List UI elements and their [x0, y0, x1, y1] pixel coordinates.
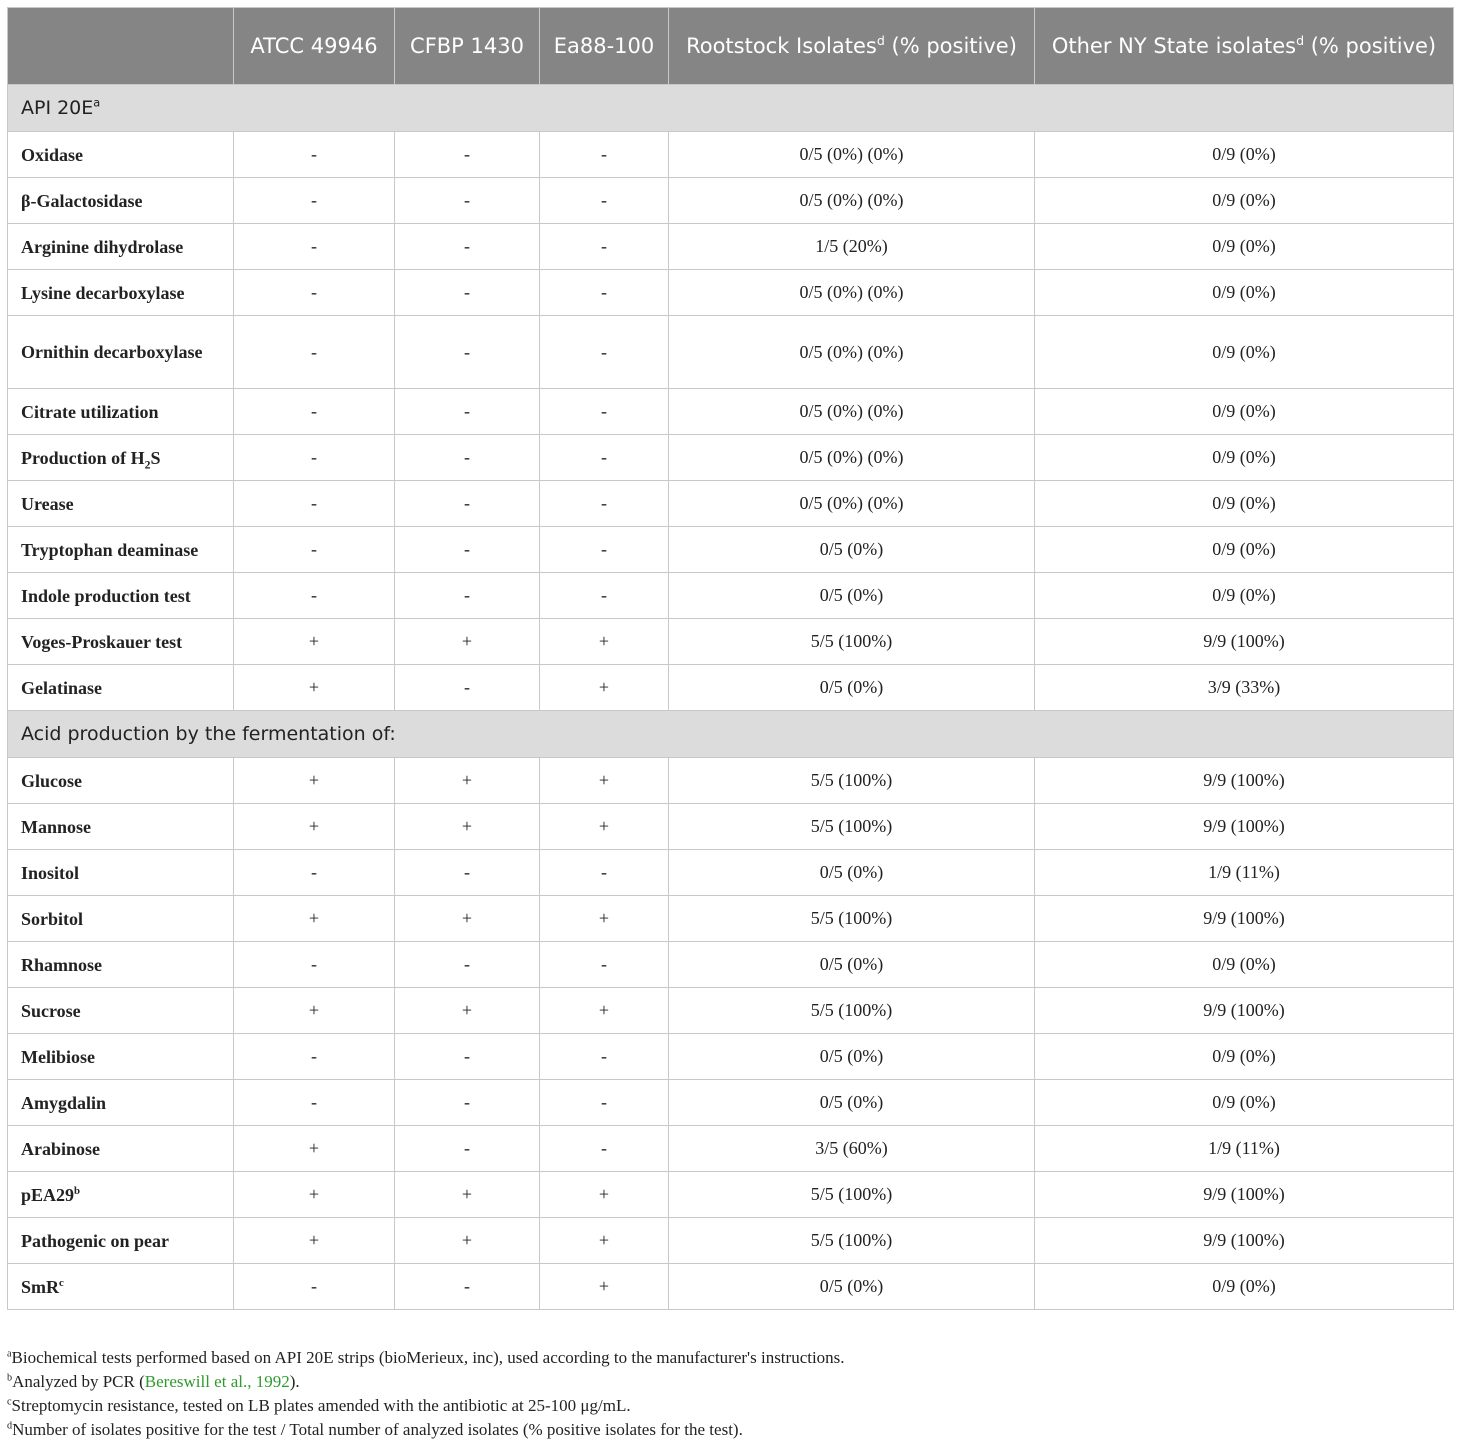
table-row [8, 988, 1454, 1034]
cell-rootstock: 0/5 (0%) (0%) [669, 481, 1035, 527]
cell-ea88: + [540, 1218, 669, 1264]
cell-cfbp: + [395, 804, 540, 850]
cell-ea88: - [540, 1080, 669, 1126]
cell-rootstock: 5/5 (100%) [669, 804, 1035, 850]
footnote-b: $^b$Analyzed by PCR (Bereswill et al., 1992). [7, 1372, 300, 1391]
cell-other-ny: 0/9 (0%) [1035, 1034, 1454, 1080]
table-row [8, 1218, 1454, 1264]
cell-cfbp: - [395, 1034, 540, 1080]
cell-cfbp: - [395, 389, 540, 435]
section-row-api-20e [8, 85, 1454, 132]
cell-rootstock: 5/5 (100%) [669, 1218, 1035, 1264]
cell-ea88: + [540, 758, 669, 804]
cell-rootstock: 5/5 (100%) [669, 758, 1035, 804]
cell-other-ny: 9/9 (100%) [1035, 619, 1454, 665]
cell-other-ny: 9/9 (100%) [1035, 896, 1454, 942]
table-row [8, 665, 1454, 711]
cell-cfbp: + [395, 896, 540, 942]
cell-rootstock: 0/5 (0%) (0%) [669, 316, 1035, 389]
section-row-acid-production [8, 711, 1454, 758]
cell-ea88: - [540, 1126, 669, 1172]
row-label-inositol: Inositol [8, 850, 234, 896]
cell-other-ny: 0/9 (0%) [1035, 1264, 1454, 1310]
cell-cfbp: - [395, 850, 540, 896]
cell-other-ny: 0/9 (0%) [1035, 481, 1454, 527]
table-row [8, 850, 1454, 896]
footnote-a: $^a$Biochemical tests performed based on API 20E strips (bioMerieux, inc), used according to the manufacturer's instructions. [7, 1348, 845, 1367]
cell-ea88: + [540, 1172, 669, 1218]
header-other-ny-isolates: Other NY State isolates$^d$ (% positive) [1035, 8, 1454, 85]
cell-ea88: - [540, 178, 669, 224]
cell-ea88: - [540, 270, 669, 316]
cell-atcc: - [234, 850, 395, 896]
cell-atcc: + [234, 665, 395, 711]
cell-atcc: - [234, 316, 395, 389]
cell-ea88: - [540, 132, 669, 178]
cell-other-ny: 0/9 (0%) [1035, 942, 1454, 988]
table-row [8, 389, 1454, 435]
cell-ea88: + [540, 619, 669, 665]
cell-atcc: - [234, 270, 395, 316]
table-row [8, 573, 1454, 619]
row-label-rhamnose: Rhamnose [8, 942, 234, 988]
cell-rootstock: 0/5 (0%) [669, 850, 1035, 896]
cell-cfbp: - [395, 481, 540, 527]
table-row [8, 1034, 1454, 1080]
cell-rootstock: 0/5 (0%) [669, 527, 1035, 573]
table-row [8, 270, 1454, 316]
row-label-arginine-dihydrolase: Arginine dihydrolase [8, 224, 234, 270]
table-header-row [8, 8, 1454, 85]
cell-ea88: + [540, 1264, 669, 1310]
cell-other-ny: 0/9 (0%) [1035, 527, 1454, 573]
cell-cfbp: - [395, 1126, 540, 1172]
cell-rootstock: 0/5 (0%) [669, 573, 1035, 619]
cell-cfbp: - [395, 527, 540, 573]
cell-cfbp: - [395, 573, 540, 619]
cell-rootstock: 0/5 (0%) (0%) [669, 178, 1035, 224]
cell-rootstock: 0/5 (0%) [669, 665, 1035, 711]
cell-rootstock: 1/5 (20%) [669, 224, 1035, 270]
row-label-smr: SmR$^c$ [8, 1264, 234, 1310]
cell-cfbp: - [395, 178, 540, 224]
cell-other-ny: 1/9 (11%) [1035, 1126, 1454, 1172]
cell-atcc: + [234, 804, 395, 850]
cell-ea88: - [540, 573, 669, 619]
table-row [8, 1080, 1454, 1126]
cell-ea88: + [540, 896, 669, 942]
cell-ea88: - [540, 224, 669, 270]
cell-rootstock: 0/5 (0%) (0%) [669, 435, 1035, 481]
cell-ea88: + [540, 804, 669, 850]
table-row [8, 1126, 1454, 1172]
cell-ea88: - [540, 1034, 669, 1080]
cell-atcc: + [234, 619, 395, 665]
table-row [8, 178, 1454, 224]
table-row [8, 1264, 1454, 1310]
header-empty-cell [8, 8, 234, 85]
cell-atcc: + [234, 1218, 395, 1264]
cell-atcc: - [234, 481, 395, 527]
cell-rootstock: 0/5 (0%) (0%) [669, 270, 1035, 316]
row-label-beta-galactosidase: β-Galactosidase [8, 178, 234, 224]
cell-ea88: - [540, 316, 669, 389]
row-label-pathogenic-on-pear: Pathogenic on pear [8, 1218, 234, 1264]
cell-other-ny: 1/9 (11%) [1035, 850, 1454, 896]
cell-rootstock: 0/5 (0%) [669, 1080, 1035, 1126]
cell-other-ny: 0/9 (0%) [1035, 224, 1454, 270]
cell-ea88: + [540, 988, 669, 1034]
cell-cfbp: - [395, 435, 540, 481]
table-row [8, 896, 1454, 942]
cell-rootstock: 0/5 (0%) [669, 942, 1035, 988]
cell-other-ny: 0/9 (0%) [1035, 270, 1454, 316]
row-label-pea29: pEA29$^b$ [8, 1172, 234, 1218]
cell-atcc: + [234, 758, 395, 804]
cell-atcc: - [234, 942, 395, 988]
cell-rootstock: 0/5 (0%) (0%) [669, 389, 1035, 435]
row-label-citrate-utilization: Citrate utilization [8, 389, 234, 435]
cell-other-ny: 9/9 (100%) [1035, 988, 1454, 1034]
cell-other-ny: 3/9 (33%) [1035, 665, 1454, 711]
table-row [8, 942, 1454, 988]
cell-cfbp: + [395, 1172, 540, 1218]
cell-other-ny: 0/9 (0%) [1035, 316, 1454, 389]
row-label-lysine-decarboxylase: Lysine decarboxylase [8, 270, 234, 316]
cell-ea88: - [540, 527, 669, 573]
cell-atcc: - [234, 389, 395, 435]
table-row [8, 619, 1454, 665]
cell-rootstock: 0/5 (0%) [669, 1264, 1035, 1310]
cell-ea88: - [540, 942, 669, 988]
row-label-ornithin-decarboxylase: Ornithin decarboxylase [8, 316, 234, 389]
cell-atcc: - [234, 178, 395, 224]
cell-rootstock: 0/5 (0%) [669, 1034, 1035, 1080]
cell-cfbp: - [395, 1080, 540, 1126]
cell-other-ny: 0/9 (0%) [1035, 132, 1454, 178]
row-label-tryptophan-deaminase: Tryptophan deaminase [8, 527, 234, 573]
biochemical-tests-table [7, 7, 1454, 1310]
cell-other-ny: 9/9 (100%) [1035, 758, 1454, 804]
table-row [8, 758, 1454, 804]
table-row [8, 481, 1454, 527]
cell-other-ny: 9/9 (100%) [1035, 1218, 1454, 1264]
cell-atcc: - [234, 573, 395, 619]
cell-cfbp: - [395, 942, 540, 988]
table-row [8, 435, 1454, 481]
row-label-sucrose: Sucrose [8, 988, 234, 1034]
cell-atcc: + [234, 988, 395, 1034]
cell-cfbp: - [395, 270, 540, 316]
cell-other-ny: 0/9 (0%) [1035, 435, 1454, 481]
cell-cfbp: - [395, 316, 540, 389]
row-label-urease: Urease [8, 481, 234, 527]
cell-cfbp: - [395, 132, 540, 178]
cell-rootstock: 5/5 (100%) [669, 1172, 1035, 1218]
cell-cfbp: - [395, 1264, 540, 1310]
row-label-glucose: Glucose [8, 758, 234, 804]
cell-atcc: - [234, 435, 395, 481]
cell-other-ny: 0/9 (0%) [1035, 1080, 1454, 1126]
table-row [8, 224, 1454, 270]
cell-other-ny: 0/9 (0%) [1035, 389, 1454, 435]
row-label-indole-production-test: Indole production test [8, 573, 234, 619]
header-cfbp-1430: CFBP 1430 [395, 8, 540, 85]
cell-cfbp: + [395, 619, 540, 665]
cell-rootstock: 3/5 (60%) [669, 1126, 1035, 1172]
cell-rootstock: 5/5 (100%) [669, 896, 1035, 942]
table-row [8, 527, 1454, 573]
cell-cfbp: + [395, 758, 540, 804]
cell-atcc: - [234, 527, 395, 573]
row-label-melibiose: Melibiose [8, 1034, 234, 1080]
table-row [8, 804, 1454, 850]
cell-rootstock: 5/5 (100%) [669, 988, 1035, 1034]
cell-atcc: - [234, 1034, 395, 1080]
cell-ea88: - [540, 389, 669, 435]
row-label-production-of-h2s: Production of $H_2S$ [8, 435, 234, 481]
footnote-d: $^d$Number of isolates positive for the test / Total number of analyzed isolates (% positive isolates for the test). [7, 1420, 743, 1439]
cell-cfbp: + [395, 988, 540, 1034]
footnote-c: $^c$Streptomycin resistance, tested on LB plates amended with the antibiotic at 25-100 μg/mL. [7, 1396, 631, 1415]
header-atcc-49946: ATCC 49946 [234, 8, 395, 85]
cell-ea88: - [540, 850, 669, 896]
cell-atcc: + [234, 1172, 395, 1218]
cell-cfbp: - [395, 224, 540, 270]
cell-other-ny: 0/9 (0%) [1035, 178, 1454, 224]
table-row [8, 316, 1454, 389]
cell-ea88: - [540, 435, 669, 481]
cell-ea88: + [540, 665, 669, 711]
cell-atcc: - [234, 132, 395, 178]
row-label-voges-proskauer-test: Voges-Proskauer test [8, 619, 234, 665]
table-row [8, 132, 1454, 178]
citation-link-bereswill[interactable]: Bereswill et al., 1992 [144, 1372, 290, 1391]
cell-rootstock: 5/5 (100%) [669, 619, 1035, 665]
header-rootstock-isolates: Rootstock Isolates$^d$ (% positive) [669, 8, 1035, 85]
table-footnotes [7, 1346, 1453, 1442]
row-label-sorbitol: Sorbitol [8, 896, 234, 942]
table-row [8, 1172, 1454, 1218]
cell-cfbp: + [395, 1218, 540, 1264]
section-label-api-20e: API $20E^a$ [8, 85, 1454, 132]
cell-other-ny: 9/9 (100%) [1035, 804, 1454, 850]
row-label-gelatinase: Gelatinase [8, 665, 234, 711]
cell-atcc: - [234, 224, 395, 270]
cell-atcc: - [234, 1080, 395, 1126]
cell-atcc: - [234, 1264, 395, 1310]
cell-atcc: + [234, 1126, 395, 1172]
section-label-acid-production: Acid production by the fermentation of: [8, 711, 1454, 758]
cell-other-ny: 0/9 (0%) [1035, 573, 1454, 619]
cell-atcc: + [234, 896, 395, 942]
row-label-mannose: Mannose [8, 804, 234, 850]
row-label-oxidase: Oxidase [8, 132, 234, 178]
cell-other-ny: 9/9 (100%) [1035, 1172, 1454, 1218]
header-ea88-100: Ea88-100 [540, 8, 669, 85]
row-label-amygdalin: Amygdalin [8, 1080, 234, 1126]
cell-rootstock: 0/5 (0%) (0%) [669, 132, 1035, 178]
cell-cfbp: - [395, 665, 540, 711]
row-label-arabinose: Arabinose [8, 1126, 234, 1172]
cell-ea88: - [540, 481, 669, 527]
